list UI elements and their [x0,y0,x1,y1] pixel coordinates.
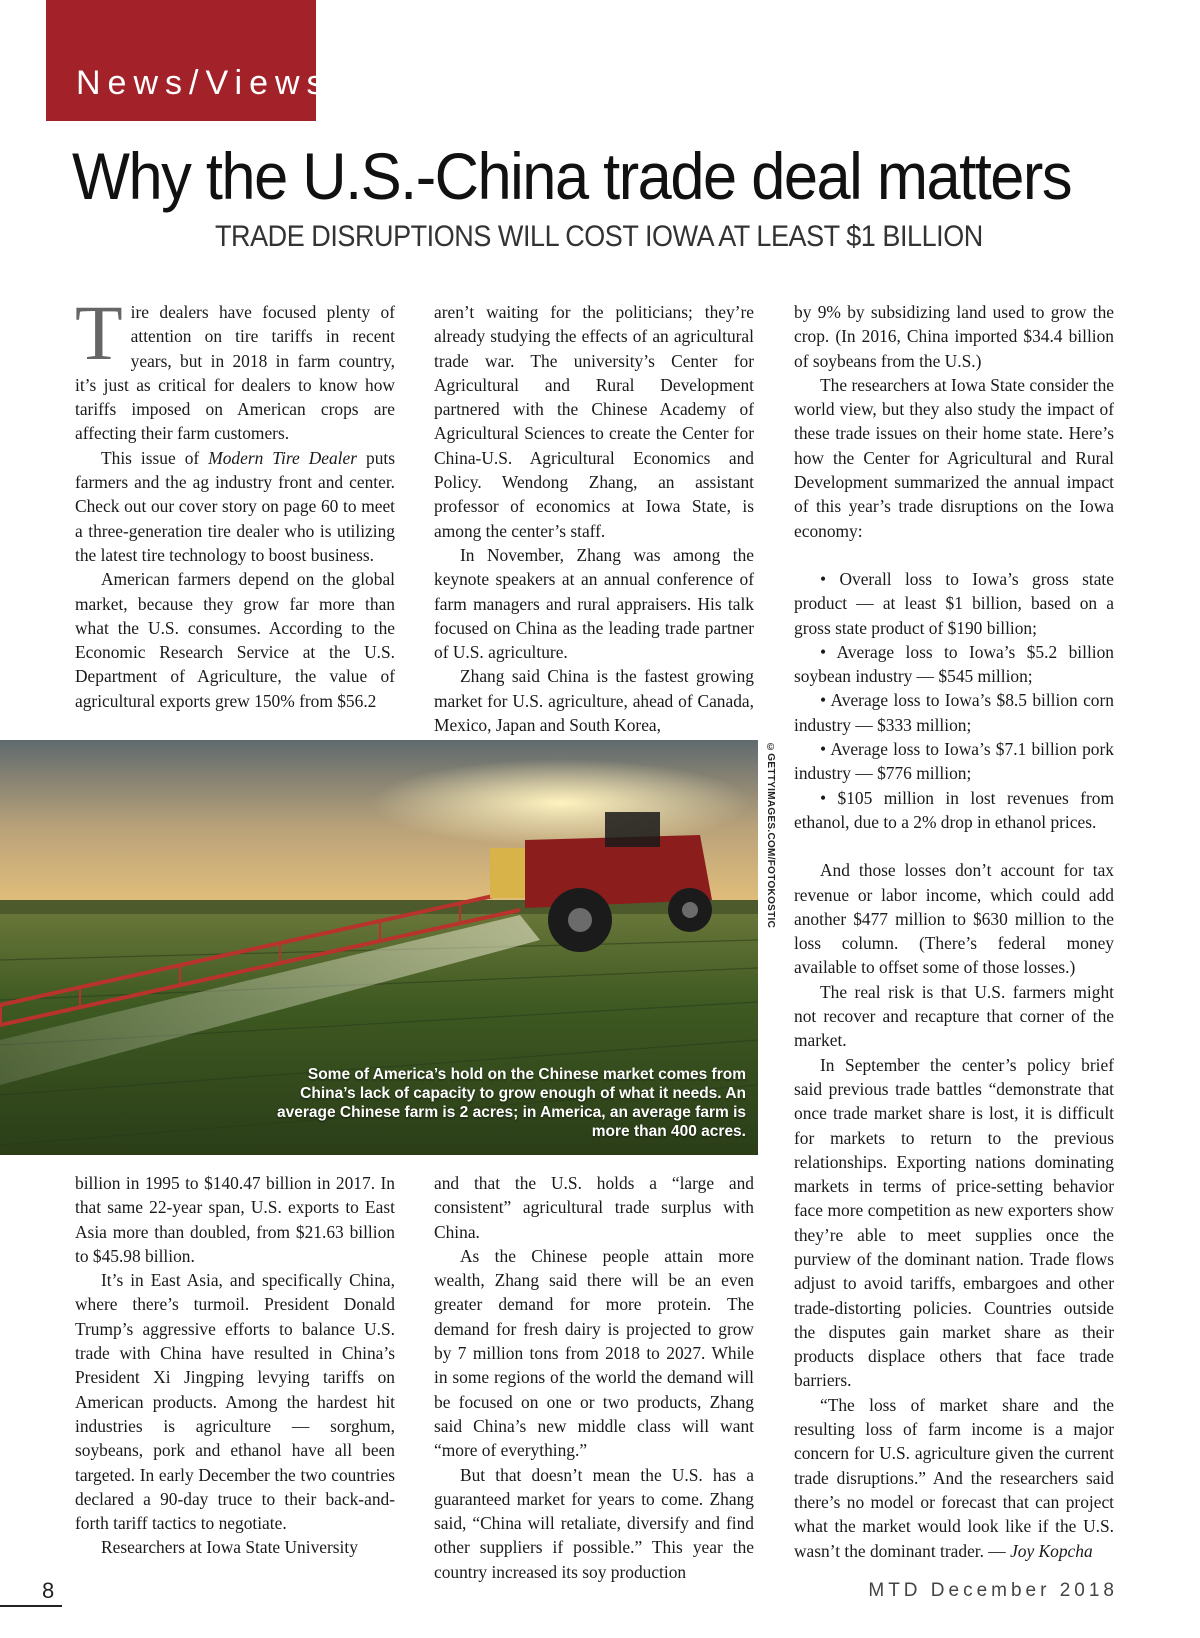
column-1-bottom [75,1171,395,1560]
paragraph: In November, Zhang was among the keynote speakers at an annual conference of farm managers and rural appraisers. His talk focused on China as the leading trade partner of U.S. agriculture. [434,544,754,663]
bullet-item: • Average loss to Iowa’s $7.1 billion pork industry — $776 million; [794,739,1114,784]
photo-caption: Some of America’s hold on the Chinese market comes from China’s lack of capacity to grow enough of what it needs. An average Chinese farm is 2 acres; in America, an average farm is more than 400 acres. [277,1066,746,1140]
section-tag-label: News/Views [76,64,331,102]
bullet-item: • Average loss to Iowa’s $5.2 billion soybean industry — $545 million; [794,641,1114,687]
paragraph: But that doesn’t mean the U.S. has a guaranteed market for years to come. Zhang said, “China will retaliate, diversify and find other suppliers if possible.” This year the country increased its soy production [434,1464,754,1582]
paragraph: Zhang said China is the fastest growing market for U.S. agriculture, ahead of Canada, Mexico, Japan and South Korea, [434,666,754,736]
paragraph: The researchers at Iowa State consider the world view, but they also study the impact of these trade issues on their home state. Here’s how the Center for Agricultural and Rural Development summarized the annual impact of this year’s trade disruptions on the Iowa economy: [794,374,1114,541]
paragraph: In September the center’s policy brief said previous trade battles “demonstrate that once trade market share is lost, it is difficult for markets to return to the previous relationships. Exporting nations dominating markets in terms of price-setting behavior face more competition as new exporters show they’re able to meet supplies once the purview of the dominant nation. Trade flows adjust to avoid tariffs, embargoes and other trade-distorting policies. Countries outside the disputes gain market share as their products displace others that face trade barriers. [794,1054,1114,1391]
subhead: TRADE DISRUPTIONS WILL COST IOWA AT LEAST $1 BILLION [215,220,983,253]
column-2-bottom [434,1171,754,1584]
section-tag [46,0,331,121]
paragraph [794,1393,1114,1563]
bullet-item: • $105 million in lost revenues from ethanol, due to a 2% drop in ethanol prices. [794,787,1114,832]
paragraph: Researchers at Iowa State University [101,1537,358,1558]
paragraph [75,289,395,446]
paragraph: It’s in East Asia, and specifically China, where there’s turmoil. President Donald Trump’s aggressive efforts to balance U.S. trade with China have resulted in China’s President Xi Jingping levying tariffs on American products. Among the hardest hit industries is agriculture — sorghum, soybeans, pork and ethanol have all been targeted. In early December the two countries declared a 90-day truce to their back-and-forth tariff tactics to negotiate. [75,1270,395,1534]
paragraph: As the Chinese people attain more wealth, Zhang said there will be an even greater demand for more protein. The demand for fresh dairy is projected to grow by 7 million tons from 2018 to 2027. While in some regions of the world the demand will be focused on one or two products, Zhang said China’s new middle class will want “more of everything.” [434,1245,754,1461]
paragraph: aren’t waiting for the politicians; they’re already studying the effects of an agricultural trade war. The university’s Center for Agricultural and Rural Development partnered with the Chinese Academy of Agricultural Sciences to create the Center for China-U.S. Agricultural Economics and Policy. Wendong Zhang, an assistant professor of economics at Iowa State, is among the center’s staff. [434,302,754,541]
column-2-top [434,300,754,737]
drop-cap: T [75,289,123,376]
column-1-top [75,289,396,713]
magazine-title: Modern Tire Dealer [208,447,357,468]
page-number: 8 [42,1578,55,1603]
page-number-rule [0,1605,62,1607]
paragraph: The real risk is that U.S. farmers might not recover and recapture that corner of the market. [794,981,1114,1051]
paragraph-text: This issue of [101,447,209,468]
paragraph: American farmers depend on the global market, because they grow far more than what the U.S. consumes. According to the Economic Research Service at the U.S. Department of Agriculture, the value of agricultural exports grew 150% from $56.2 [75,569,395,711]
paragraph: by 9% by subsidizing land used to grow the crop. (In 2016, China imported $34.4 billion of soybeans from the U.S.) [794,302,1114,371]
paragraph: and that the U.S. holds a “large and consistent” agricultural trade surplus with China. [434,1173,754,1242]
photo-credit: ©GETTYIMAGES.COM/FOTOKOSTIC [765,742,776,929]
tractor-photo [0,740,758,1155]
bullet-item: • Average loss to Iowa’s $8.5 billion corn industry — $333 million; [794,690,1114,735]
paragraph: billion in 1995 to $140.47 billion in 2017. In that same 22-year span, U.S. exports to East Asia more than doubled, from $21.63 billion to $45.98 billion. [75,1173,395,1266]
headline: Why the U.S.-China trade deal matters [72,139,1072,213]
column-3 [794,300,1114,1563]
publication-footer: MTD December 2018 [868,1580,1118,1601]
bullet-item: • Overall loss to Iowa’s gross state product — at least $1 billion, based on a gross state product of $190 billion; [794,568,1114,638]
paragraph [75,446,395,567]
paragraph: And those losses don’t account for tax revenue or labor income, which could add another $477 million to $630 million to the loss column. (There’s federal money available to offset some of those losses.) [794,860,1114,978]
byline: Joy Kopcha [1010,1540,1093,1561]
paragraph-text: “The loss of market share and the resulting loss of farm income is a major concern for U.S. agriculture given the current trade disruptions.” And the researchers said there’s no model or forecast that can project what the market would look like if the U.S. wasn’t the dominant trader. — [794,1394,1114,1561]
paragraph-text: puts farmers and the ag industry front and center. Check out our cover story on page 60 to meet a three-generation tire dealer who is utilizing the latest tire technology to boost business. [75,447,396,565]
paragraph-text: ire dealers have focused plenty of attention on tire tariffs in recent years, but in 2018 in farm country, it’s just as critical for dealers to know how tariffs imposed on American crops are affecting their farm customers. [75,302,395,444]
spacer [794,543,1114,567]
spacer [794,834,1114,858]
